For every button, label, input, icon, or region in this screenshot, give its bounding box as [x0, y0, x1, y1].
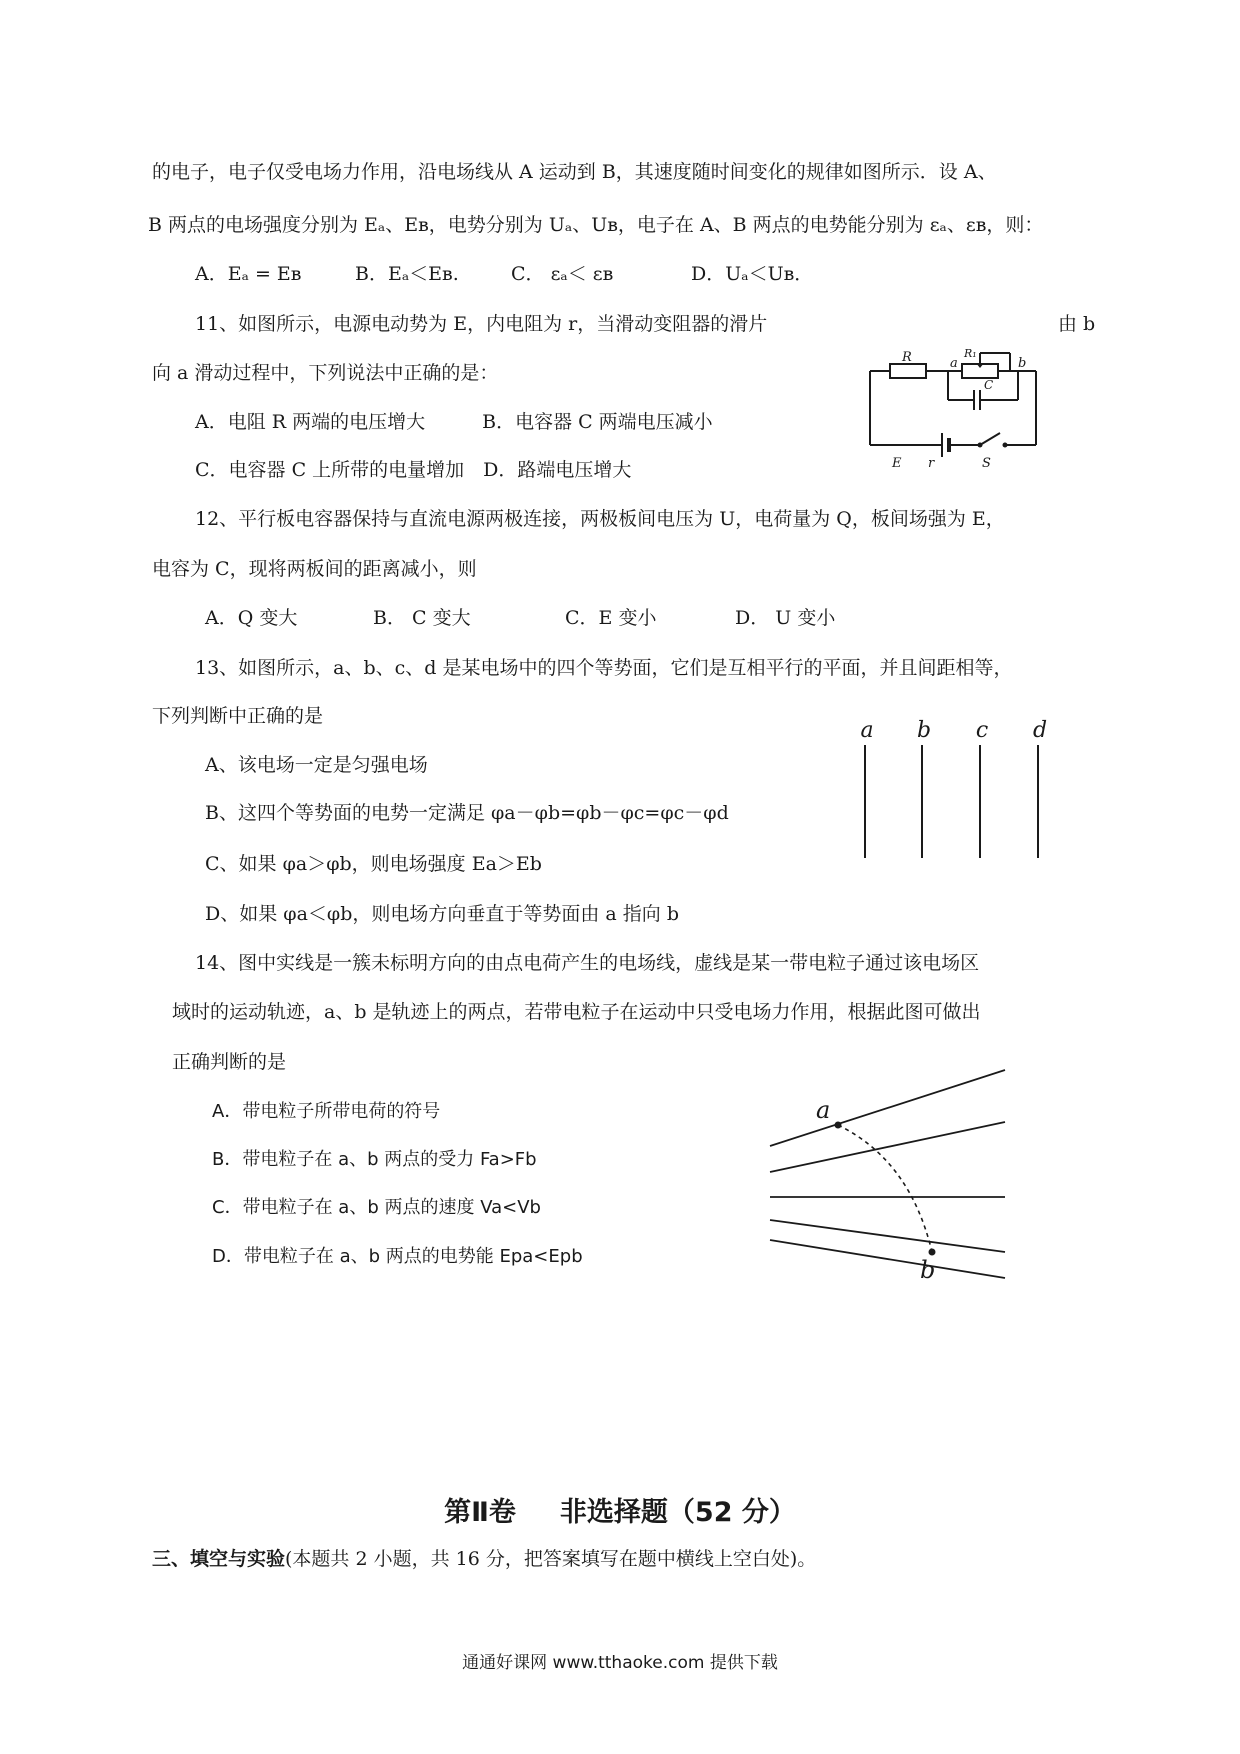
q13-option-d: D、如果 φa＜φb，则电场方向垂直于等势面由 a 指向 b: [205, 903, 679, 925]
plane-label-c: c: [975, 718, 989, 743]
point-label-a: a: [816, 1096, 831, 1124]
section-3-note: (本题共 2 小题，共 16 分，把答案填写在题中横线上空白处)。: [285, 1548, 817, 1570]
circuit-label-r1: R₁: [964, 347, 977, 360]
q14-line-1: 14、图中实线是一簇未标明方向的由点电荷产生的电场线，虚线是某一带电粒子通过该电场区: [195, 952, 980, 974]
q14-option-b: B．带电粒子在 a、b 两点的受力 Fa>Fb: [212, 1149, 537, 1170]
q11-line-1: 11、如图所示，电源电动势为 E，内电阻为 r，当滑动变阻器的滑片: [195, 313, 768, 335]
q10-option-d: D．Uₐ＜Uʙ．: [691, 263, 814, 285]
plane-label-d: d: [1032, 718, 1048, 743]
q12-line-1: 12、平行板电容器保持与直流电源两极连接，两极板间电压为 U，电荷量为 Q，板间场强为 E，: [195, 508, 1005, 530]
section-3-label: 三、填空与实验: [152, 1548, 286, 1570]
q13-line-1: 13、如图所示，a、b、c、d 是某电场中的四个等势面，它们是互相平行的平面，并且间距相等，: [195, 657, 1013, 679]
circuit-label-a: a: [950, 356, 958, 371]
q12-option-d: D． U 变小: [735, 607, 836, 629]
q13-option-b: B、这四个等势面的电势一定满足 φa－φb=φb－φc=φc－φd: [205, 802, 729, 824]
section-3-heading: [152, 1547, 816, 1571]
q10-option-b: B．Eₐ＜Eʙ.: [355, 263, 459, 285]
circuit-label-e: E: [892, 456, 902, 470]
q10-options: [195, 262, 813, 286]
q14-field-lines-diagram: [760, 1060, 1010, 1280]
q14-option-c: C．带电粒子在 a、b 两点的速度 Va<Vb: [212, 1197, 541, 1218]
q13-option-a: A、该电场一定是匀强电场: [205, 754, 428, 776]
q12-option-a: A．Q 变大: [205, 607, 298, 629]
q14-line-3: 正确判断的是: [172, 1051, 287, 1073]
q11-line-1-right: 由 b: [1058, 313, 1096, 335]
part2-title-right: 非选择题（52 分）: [559, 1497, 796, 1528]
q14-option-a: A．带电粒子所带电荷的符号: [212, 1101, 441, 1122]
q11-line-2: 向 a 滑动过程中，下列说法中正确的是：: [152, 362, 499, 384]
circuit-label-s: S: [982, 456, 991, 470]
q13-line-2: 下列判断中正确的是: [152, 705, 324, 727]
q12-options: [205, 606, 835, 630]
q12-option-c: C．E 变小: [565, 607, 657, 629]
q11-options-cd: C．电容器 C 上所带的电量增加 D．路端电压增大: [195, 459, 632, 481]
q13-equipotential-planes-diagram: [840, 710, 1060, 860]
q10-option-a: A．Eₐ = Eʙ: [195, 263, 302, 285]
plane-label-b: b: [916, 718, 932, 743]
part2-title: [0, 1490, 1240, 1529]
page-footer: 通通好课网 www.tthaoke.com 提供下载: [462, 1653, 778, 1673]
q10-line-1: 的电子，电子仅受电场力作用，沿电场线从 A 运动到 B，其速度随时间变化的规律如图所示．设 A、: [152, 161, 997, 183]
part2-title-left: 第Ⅱ卷: [444, 1497, 516, 1528]
q12-line-2: 电容为 C，现将两板间的距离减小，则: [152, 558, 477, 580]
q10-option-c: C． εₐ＜ εʙ: [511, 263, 614, 285]
circuit-label-r-internal: r: [928, 456, 935, 470]
q10-line-2: B 两点的电场强度分别为 Eₐ、Eʙ，电势分别为 Uₐ、Uʙ，电子在 A、B 两点的电势能分别为 εₐ、εʙ，则：: [148, 214, 1044, 236]
plane-label-a: a: [860, 718, 874, 743]
circuit-label-r: R: [902, 350, 912, 365]
q11-circuit-diagram: [860, 345, 1045, 470]
q14-line-2: 域时的运动轨迹，a、b 是轨迹上的两点，若带电粒子在运动中只受电场力作用，根据此图可做出: [172, 1001, 981, 1023]
q11-options-ab: A．电阻 R 两端的电压增大 B．电容器 C 两端电压减小: [195, 411, 713, 433]
q12-option-b: B． C 变大: [373, 607, 471, 629]
q14-option-d: D．带电粒子在 a、b 两点的电势能 Epa<Epb: [212, 1246, 583, 1267]
q13-option-c: C、如果 φa＞φb，则电场强度 Ea＞Eb: [205, 853, 542, 875]
circuit-label-c: C: [984, 378, 994, 392]
point-label-b: b: [920, 1256, 936, 1280]
circuit-label-b: b: [1018, 356, 1027, 371]
